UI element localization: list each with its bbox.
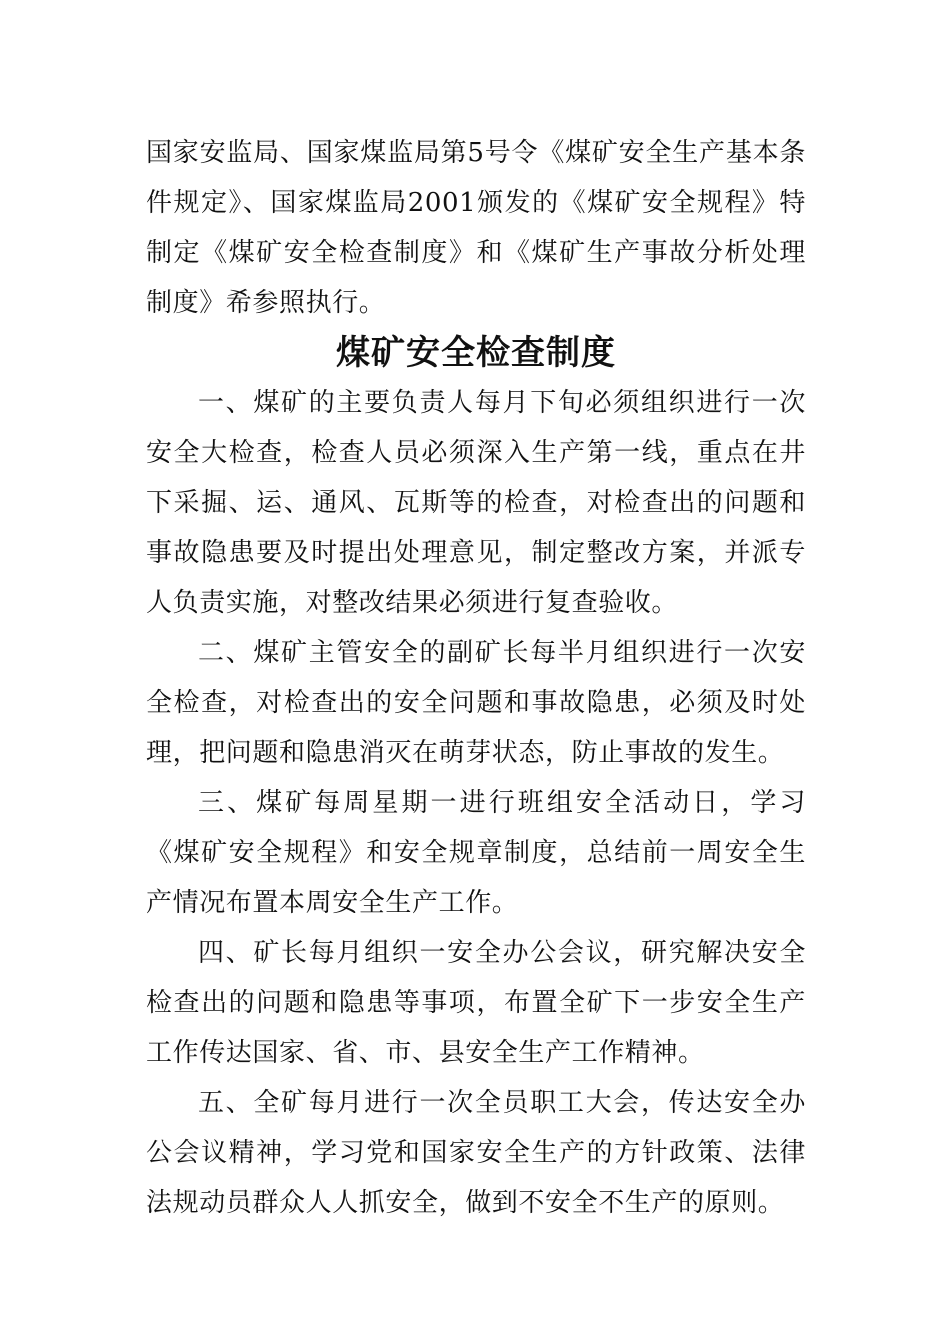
intro-paragraph: 国家安监局、国家煤监局第5号令《煤矿安全生产基本条件规定》、国家煤监局2001颁发的《煤矿安全规程》特制定《煤矿安全检查制度》和《煤矿生产事故分析处理制度》希参照执行。 xyxy=(146,138,806,318)
document-body xyxy=(146,128,806,1228)
rule-paragraph-5: 五、全矿每月进行一次全员职工大会，传达安全办公会议精神，学习党和国家安全生产的方针政策、法律法规动员群众人人抓安全，做到不安全不生产的原则。 xyxy=(146,1088,806,1218)
rule-paragraph-1: 一、煤矿的主要负责人每月下旬必须组织进行一次安全大检查，检查人员必须深入生产第一线，重点在井下采掘、运、通风、瓦斯等的检查，对检查出的问题和事故隐患要及时提出处理意见，制定整改方案，并派专人负责实施，对整改结果必须进行复查验收。 xyxy=(146,388,806,618)
rule-paragraph-2: 二、煤矿主管安全的副矿长每半月组织进行一次安全检查，对检查出的安全问题和事故隐患，必须及时处理，把问题和隐患消灭在萌芽状态，防止事故的发生。 xyxy=(146,638,806,768)
rule-paragraph-3: 三、煤矿每周星期一进行班组安全活动日，学习《煤矿安全规程》和安全规章制度，总结前一周安全生产情况布置本周安全生产工作。 xyxy=(146,788,806,918)
document-title: 煤矿安全检查制度 xyxy=(336,333,616,373)
rule-paragraph-4: 四、矿长每月组织一安全办公会议，研究解决安全检查出的问题和隐患等事项，布置全矿下一步安全生产工作传达国家、省、市、县安全生产工作精神。 xyxy=(146,938,806,1068)
